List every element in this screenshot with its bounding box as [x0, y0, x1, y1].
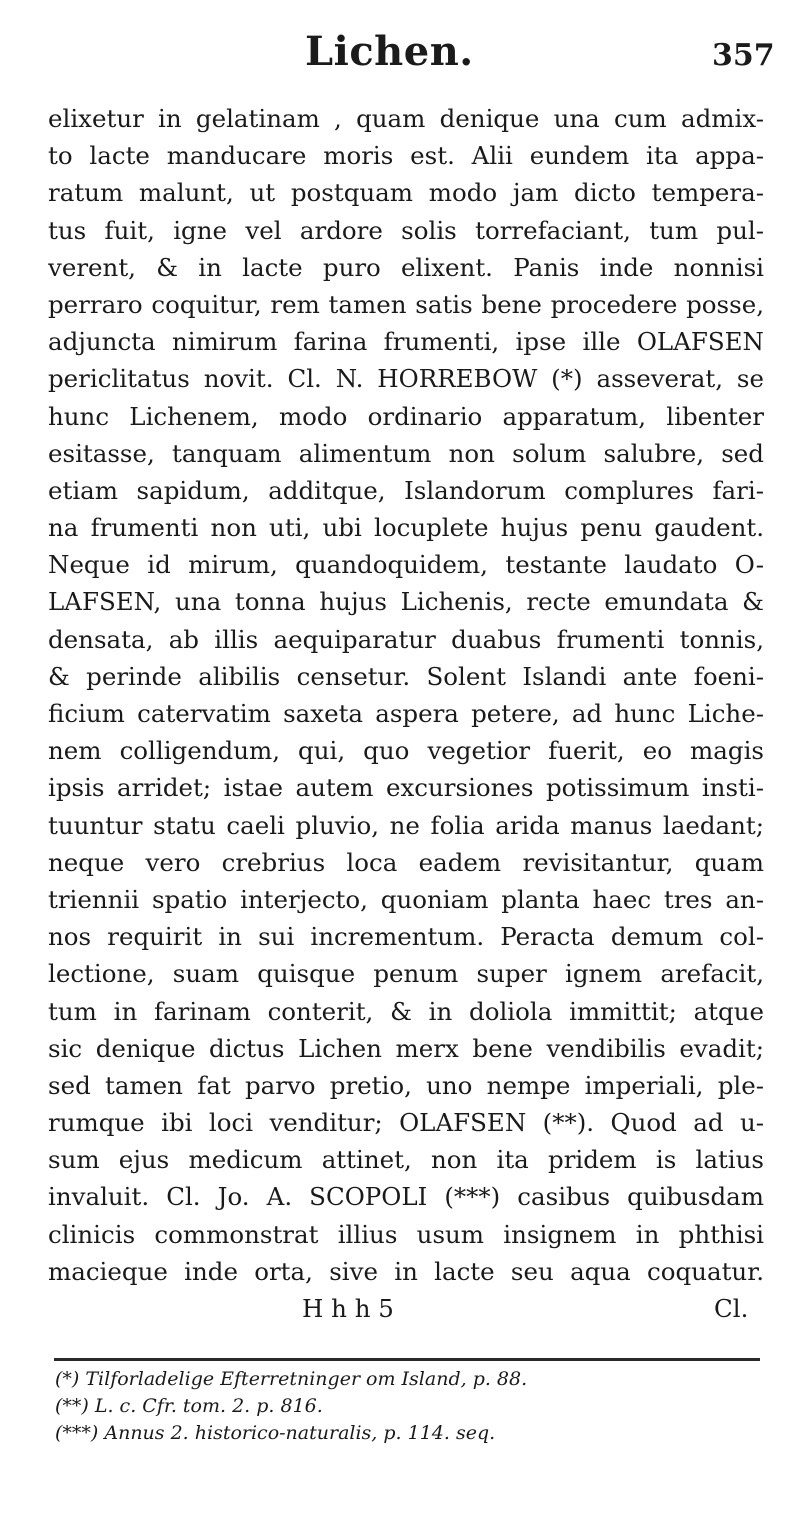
- text-line: to lacte manducare moris est. Alii eundem ita appa-: [48, 141, 764, 171]
- text-line: nem colligendum, qui, quo vegetior fuerit, eo magis: [48, 736, 764, 766]
- catchword: Cl.: [714, 1294, 749, 1323]
- signature-line: [48, 1290, 764, 1327]
- page-number: 357: [712, 38, 775, 73]
- text-line: Neque id mirum, quandoquidem, testante laudato O-: [48, 550, 764, 580]
- text-line: ipsis arridet; istae autem excursiones potissimum insti-: [48, 773, 764, 803]
- text-line: triennii spatio interjecto, quoniam planta haec tres an-: [48, 884, 764, 914]
- text-line: tum in farinam conterit, & in doliola immittit; atque: [48, 996, 764, 1026]
- text-line: sed tamen fat parvo pretio, uno nempe imperiali, ple-: [48, 1070, 764, 1100]
- footnote: (***) Annus 2. historico-naturalis, p. 114. seq.: [55, 1422, 496, 1444]
- text-line: adjuncta nimirum farina frumenti, ipse ille OLAFSEN: [48, 327, 764, 357]
- body-text: [48, 100, 764, 1327]
- text-line: ficium catervatim saxeta aspera petere, ad hunc Liche-: [48, 699, 764, 728]
- text-line: sum ejus medicum attinet, non ita pridem is latius: [48, 1145, 764, 1175]
- text-line: rumque ibi loci venditur; OLAFSEN (**). Quod ad u-: [48, 1108, 764, 1138]
- text-line: invaluit. Cl. Jo. A. SCOPOLI (***) casibus quibusdam: [48, 1182, 764, 1212]
- signature-mark: H h h 5: [302, 1294, 394, 1323]
- text-line: perraro coquitur, rem tamen satis bene procedere posse,: [48, 289, 764, 319]
- footnote-rule: [54, 1358, 760, 1361]
- running-title: Lichen.: [305, 28, 474, 75]
- text-line: elixetur in gelatinam , quam denique una cum admix-: [48, 104, 764, 133]
- text-line: esitasse, tanquam alimentum non solum salubre, sed: [48, 438, 764, 468]
- text-line: macieque inde orta, sive in lacte seu aqua coquatur.: [48, 1256, 764, 1286]
- text-line: densata, ab illis aequiparatur duabus frumenti tonnis,: [48, 624, 764, 654]
- text-line: tuuntur statu caeli pluvio, ne folia arida manus laedant;: [48, 810, 764, 840]
- text-line: tus fuit, igne vel ardore solis torrefaciant, tum pul-: [48, 215, 764, 245]
- running-head: [0, 0, 800, 95]
- text-line: nos requirit in sui incrementum. Peracta demum col-: [48, 922, 764, 952]
- text-line: etiam sapidum, additque, Islandorum complures fari-: [48, 475, 764, 505]
- text-line: verent, & in lacte puro elixent. Panis inde nonnisi: [48, 252, 764, 282]
- footnotes: [55, 1366, 755, 1447]
- text-line: neque vero crebrius loca eadem revisitantur, quam: [48, 847, 764, 877]
- footnote: (**) L. c. Cfr. tom. 2. p. 816.: [55, 1395, 323, 1417]
- text-line: & perinde alibilis censetur. Solent Islandi ante foeni-: [48, 661, 764, 691]
- text-line: hunc Lichenem, modo ordinario apparatum, libenter: [48, 401, 764, 431]
- text-line: lectione, suam quisque penum super ignem arefacit,: [48, 959, 764, 989]
- text-line: clinicis commonstrat illius usum insignem in phthisi: [48, 1219, 764, 1249]
- text-line: periclitatus novit. Cl. N. HORREBOW (*) asseverat, se: [48, 364, 764, 394]
- text-line: na frumenti non uti, ubi locuplete hujus penu gaudent.: [48, 513, 764, 543]
- text-line: ratum malunt, ut postquam modo jam dicto tempera-: [48, 178, 764, 208]
- text-line: LAFSEN, una tonna hujus Lichenis, recte emundata &: [48, 587, 764, 617]
- footnote: (*) Tilforladelige Efterretninger om Island, p. 88.: [55, 1368, 528, 1390]
- text-line: sic denique dictus Lichen merx bene vendibilis evadit;: [48, 1033, 764, 1063]
